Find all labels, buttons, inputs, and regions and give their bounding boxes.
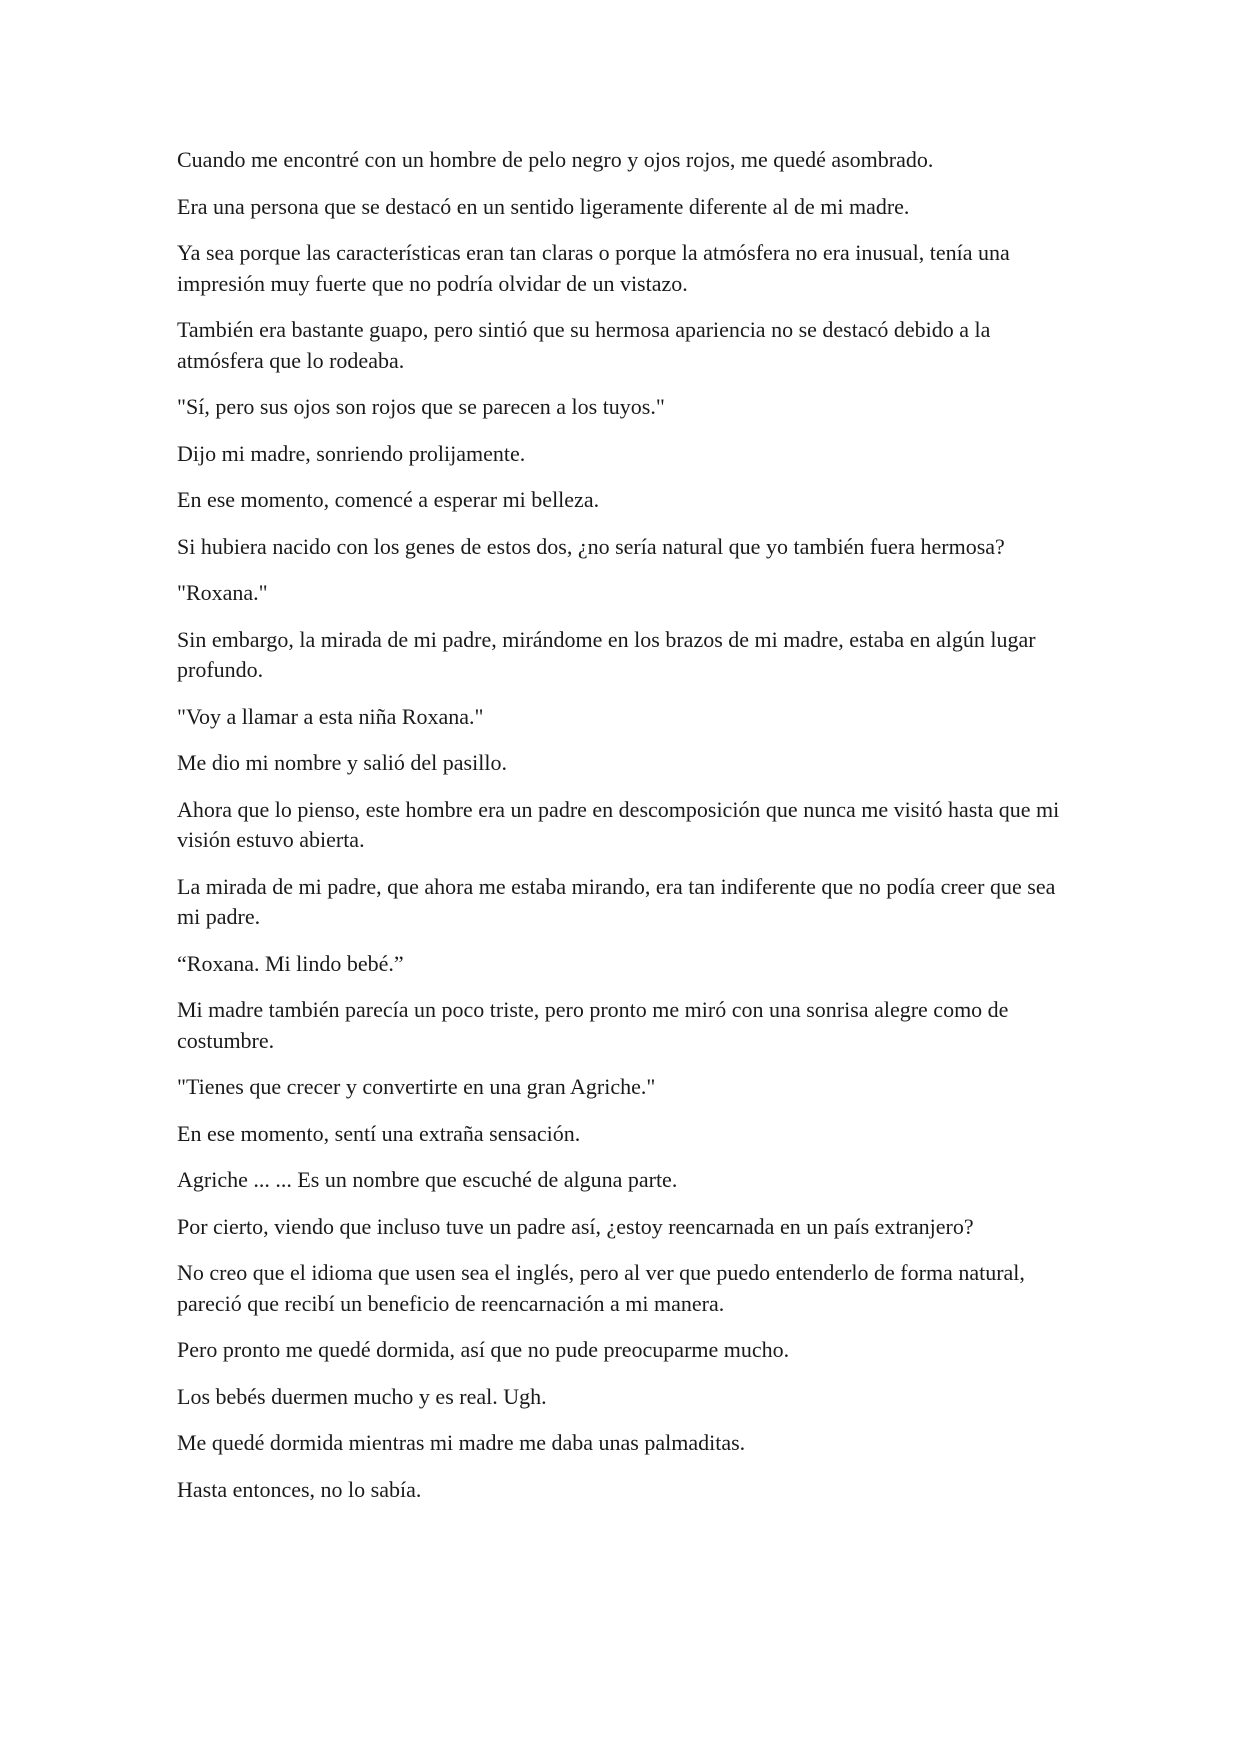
paragraph: No creo que el idioma que usen sea el inglés, pero al ver que puedo entenderlo de forma natural, pareció que recibí un beneficio de reencarnación a mi manera. (177, 1260, 1025, 1316)
paragraph: Por cierto, viendo que incluso tuve un padre así, ¿estoy reencarnada en un país extranjero? (177, 1213, 974, 1239)
paragraph: Me quedé dormida mientras mi madre me daba unas palmaditas. (177, 1430, 746, 1455)
paragraph: En ese momento, sentí una extraña sensación. (177, 1120, 581, 1146)
paragraph: "Tienes que crecer y convertirte en una gran Agriche." (177, 1074, 656, 1099)
paragraph: Pero pronto me quedé dormida, así que no pude preocuparme mucho. (177, 1337, 790, 1362)
paragraph: La mirada de mi padre, que ahora me estaba mirando, era tan indiferente que no podía creer que sea mi padre. (177, 873, 1056, 929)
paragraph: "Sí, pero sus ojos son rojos que se parecen a los tuyos." (177, 394, 665, 419)
paragraph: Sin embargo, la mirada de mi padre, mirándome en los brazos de mi madre, estaba en algún lugar profundo. (177, 626, 1036, 682)
paragraph: "Voy a llamar a esta niña Roxana." (177, 703, 484, 729)
document-page (177, 145, 1077, 1521)
paragraph: Los bebés duermen mucho y es real. Ugh. (177, 1383, 547, 1409)
paragraph: Agriche ... ... Es un nombre que escuché de alguna parte. (177, 1167, 678, 1192)
paragraph: "Roxana." (177, 580, 268, 605)
paragraph: Ya sea porque las características eran tan claras o porque la atmósfera no era inusual, tenía una impresión muy fuerte que no podría olvidar de un vistazo. (177, 240, 1010, 296)
paragraph: “Roxana. Mi lindo bebé.” (177, 950, 404, 976)
paragraph: Dijo mi madre, sonriendo prolijamente. (177, 440, 526, 466)
paragraph: Cuando me encontré con un hombre de pelo negro y ojos rojos, me quedé asombrado. (177, 147, 934, 172)
paragraph: Mi madre también parecía un poco triste, pero pronto me miró con una sonrisa alegre como de costumbre. (177, 997, 1009, 1053)
paragraph: Me dio mi nombre y salió del pasillo. (177, 750, 507, 775)
paragraph: En ese momento, comencé a esperar mi belleza. (177, 487, 600, 512)
paragraph: También era bastante guapo, pero sintió que su hermosa apariencia no se destacó debido a la atmósfera que lo rodeaba. (177, 317, 991, 373)
paragraph: Ahora que lo pienso, este hombre era un padre en descomposición que nunca me visitó hasta que mi visión estuvo abierta. (177, 796, 1060, 852)
paragraph: Si hubiera nacido con los genes de estos dos, ¿no sería natural que yo también fuera hermosa? (177, 533, 1005, 559)
paragraph: Era una persona que se destacó en un sentido ligeramente diferente al de mi madre. (177, 193, 910, 219)
paragraph: Hasta entonces, no lo sabía. (177, 1476, 422, 1502)
